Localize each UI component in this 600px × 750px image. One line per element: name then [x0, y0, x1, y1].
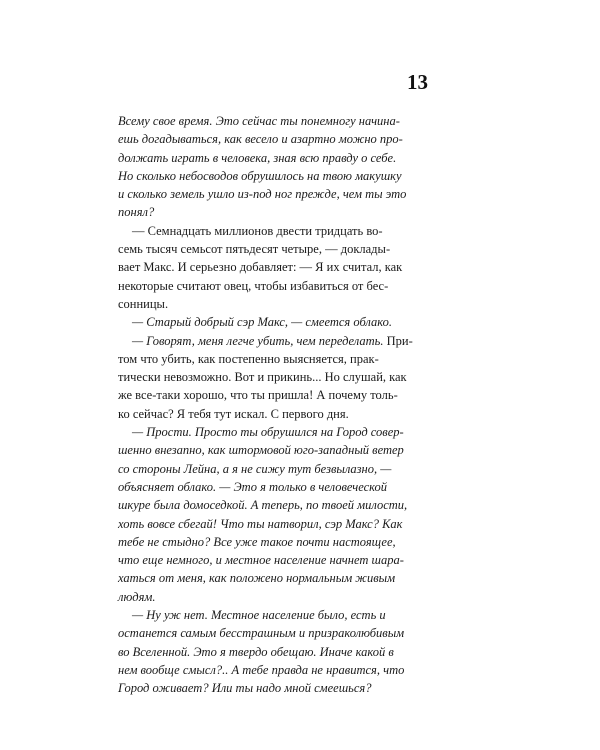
text-line: [118, 112, 428, 130]
text-line: [118, 588, 428, 606]
text-segment: во Вселенной. Это я твердо обещаю. Иначе какой в: [118, 644, 394, 659]
page-number: 13: [407, 70, 428, 94]
text-line: [118, 350, 428, 368]
text-segment: хаться от меня, как положено нормальным живым: [118, 571, 396, 586]
text-segment: тебе не стыдно? Все уже такое почти настоящее,: [118, 534, 396, 549]
text-line: [118, 332, 428, 350]
text-segment: понял?: [118, 205, 155, 220]
text-line: [118, 149, 428, 167]
text-segment: Но сколько небосводов обрушилось на твою макушку: [118, 168, 402, 183]
text-line: [118, 661, 428, 679]
text-line: [118, 423, 428, 441]
text-line: [118, 295, 428, 313]
text-segment: хоть вовсе сбегай! Что ты натворил, сэр Макс? Как: [118, 516, 403, 531]
text-line: [118, 441, 428, 459]
text-line: [118, 478, 428, 496]
text-line: [118, 679, 428, 697]
text-segment: — Семнадцать миллионов двести тридцать во-: [132, 223, 383, 238]
text-line: [118, 460, 428, 478]
text-segment: нем вообще смысл?.. А тебе правда не нравится, что: [118, 662, 405, 677]
text-line: [118, 258, 428, 276]
text-line: [118, 515, 428, 533]
text-segment: должать играть в человека, зная всю правду о себе.: [118, 150, 397, 165]
text-segment: объясняет облако. — Это я только в человеческой: [118, 479, 388, 494]
text-segment: некоторые считают овец, чтобы избавиться от бес-: [118, 278, 389, 293]
text-segment: вает Макс. И серьезно добавляет: — Я их считал, как: [118, 260, 403, 275]
text-segment: шкуре была домоседкой. А теперь, по твоей милости,: [118, 498, 408, 513]
text-segment: останется самым бесстрашным и призраколюбивым: [118, 626, 405, 641]
text-line: [118, 222, 428, 240]
text-segment: том что убить, как постепенно выясняется, прак-: [118, 351, 379, 366]
text-segment: Город оживает? Или ты надо мной смеешься?: [118, 681, 372, 696]
text-segment: и сколько земель ушло из-под ног прежде, чем ты это: [118, 187, 407, 202]
text-line: [118, 277, 428, 295]
text-line: [118, 185, 428, 203]
text-line: [118, 203, 428, 221]
text-line: [118, 496, 428, 514]
text-segment: — Старый добрый сэр Макс, — смеется облако.: [132, 315, 393, 330]
text-line: [118, 569, 428, 587]
text-segment: Всему свое время. Это сейчас ты понемногу начина-: [118, 114, 400, 128]
text-line: [118, 313, 428, 331]
text-segment: ко сейчас? Я тебя тут искал. С первого дня.: [118, 406, 349, 421]
text-line: [118, 551, 428, 569]
text-line: [118, 533, 428, 551]
text-line: [118, 606, 428, 624]
text-segment: со стороны Лейна, а я не сижу тут безвылазно, —: [118, 461, 392, 476]
text-line: [118, 624, 428, 642]
text-segment: сонницы.: [118, 296, 169, 311]
text-segment: шенно внезапно, как штормовой юго-западный ветер: [118, 443, 404, 458]
text-segment: что еще немного, и местное население начнет шара-: [118, 553, 404, 568]
text-line: [118, 386, 428, 404]
text-segment: — Ну уж нет. Местное население было, есть и: [132, 608, 386, 623]
text-line: [118, 240, 428, 258]
text-segment: — Прости. Просто ты обрушился на Город совер-: [132, 425, 404, 440]
text-segment: людям.: [118, 589, 156, 604]
text-line: [118, 405, 428, 423]
text-line: [118, 643, 428, 661]
text-segment: семь тысяч семьсот пятьдесят четыре, — доклады-: [118, 242, 391, 257]
body-text: [118, 112, 428, 698]
text-segment: — Говорят, меня легче убить, чем переделать.: [132, 333, 384, 348]
text-segment: При-: [383, 333, 413, 348]
text-line: [118, 167, 428, 185]
text-segment: тически невозможно. Вот и прикинь... Но слушай, как: [118, 370, 407, 385]
text-line: [118, 368, 428, 386]
text-line: [118, 130, 428, 148]
text-segment: же все-таки хорошо, что ты пришла! А почему толь-: [118, 388, 398, 403]
text-segment: ешь догадываться, как весело и азартно можно про-: [118, 132, 403, 147]
